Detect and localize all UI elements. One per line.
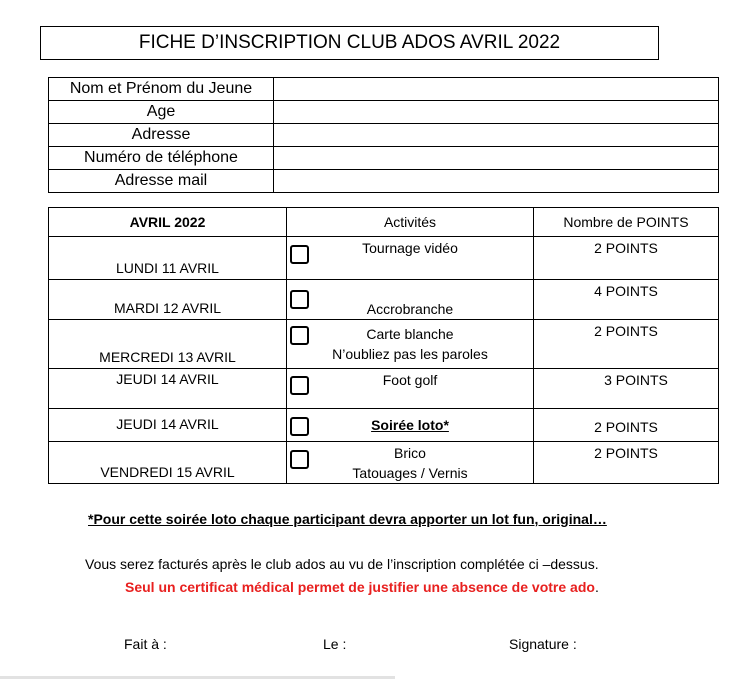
activity-points: 2 POINTS — [534, 442, 719, 484]
activity-points: 4 POINTS — [534, 280, 719, 320]
billing-note: Vous serez facturés après le club ados au vu de l’inscription complétée ci –dessus. — [85, 556, 599, 572]
field-row-address — [49, 124, 719, 147]
field-label-address: Adresse — [49, 124, 274, 147]
activity-cell — [287, 237, 534, 280]
activity-row — [49, 280, 719, 320]
field-input-address[interactable] — [274, 124, 719, 147]
activity-points: 2 POINTS — [534, 320, 719, 369]
absence-warning — [125, 579, 599, 595]
absence-warning-text: Seul un certificat médical permet de justifier une absence de votre ado — [125, 579, 595, 595]
activity-row — [49, 442, 719, 484]
activities-table — [48, 207, 719, 484]
activity-name: Carte blanche — [366, 326, 454, 342]
header-activity: Activités — [287, 208, 534, 237]
activity-checkbox[interactable] — [290, 290, 309, 309]
activity-day: MERCREDI 13 AVRIL — [49, 320, 287, 369]
header-day: AVRIL 2022 — [49, 208, 287, 237]
activity-name-line2: Tatouages / Vernis — [352, 464, 468, 481]
activity-checkbox[interactable] — [290, 326, 309, 345]
activity-points: 2 POINTS — [534, 409, 719, 442]
activity-cell — [287, 320, 534, 369]
field-input-name[interactable] — [274, 78, 719, 101]
field-row-phone — [49, 147, 719, 170]
personal-info-table — [48, 77, 719, 193]
made-at-label: Fait à : — [124, 636, 167, 652]
header-points: Nombre de POINTS — [534, 208, 719, 237]
activity-name: Accrobranche — [366, 301, 454, 317]
activity-day: JEUDI 14 AVRIL — [49, 369, 287, 409]
activity-points: 3 POINTS — [534, 369, 719, 409]
absence-warning-end: . — [594, 579, 599, 595]
activity-checkbox[interactable] — [290, 417, 309, 436]
form-title: FICHE D’INSCRIPTION CLUB ADOS AVRIL 2022 — [40, 26, 659, 60]
activity-checkbox[interactable] — [290, 376, 309, 395]
activity-name-line2: N’oubliez pas les paroles — [332, 346, 488, 362]
activity-row — [49, 237, 719, 280]
activity-row — [49, 320, 719, 369]
field-row-email — [49, 170, 719, 193]
activity-cell — [287, 409, 534, 442]
field-label-name: Nom et Prénom du Jeune — [49, 78, 274, 101]
field-input-age[interactable] — [274, 101, 719, 124]
activity-name: Brico — [394, 444, 426, 461]
loto-note: *Pour cette soirée loto chaque participant devra apporter un lot fun, original… — [88, 511, 607, 527]
date-label: Le : — [323, 636, 347, 652]
activity-name: Foot golf — [382, 372, 438, 388]
field-input-phone[interactable] — [274, 147, 719, 170]
activity-cell — [287, 280, 534, 320]
activity-day: LUNDI 11 AVRIL — [49, 237, 287, 280]
page-bottom-divider — [0, 676, 395, 679]
field-label-phone: Numéro de téléphone — [49, 147, 274, 170]
field-row-age — [49, 101, 719, 124]
signature-label: Signature : — [509, 636, 577, 652]
field-input-email[interactable] — [274, 170, 719, 193]
activity-name: Soirée loto* — [371, 417, 449, 433]
activity-row — [49, 369, 719, 409]
activity-checkbox[interactable] — [290, 245, 309, 264]
activity-cell — [287, 369, 534, 409]
activity-points: 2 POINTS — [534, 237, 719, 280]
activity-name: Tournage vidéo — [362, 240, 458, 256]
field-row-name — [49, 78, 719, 101]
field-label-age: Age — [49, 101, 274, 124]
activity-day: MARDI 12 AVRIL — [49, 280, 287, 320]
activity-row — [49, 409, 719, 442]
field-label-email: Adresse mail — [49, 170, 274, 193]
activity-day: VENDREDI 15 AVRIL — [49, 442, 287, 484]
activity-checkbox[interactable] — [290, 450, 309, 469]
activity-cell — [287, 442, 534, 484]
activities-header-row — [49, 208, 719, 237]
activity-day: JEUDI 14 AVRIL — [49, 409, 287, 442]
